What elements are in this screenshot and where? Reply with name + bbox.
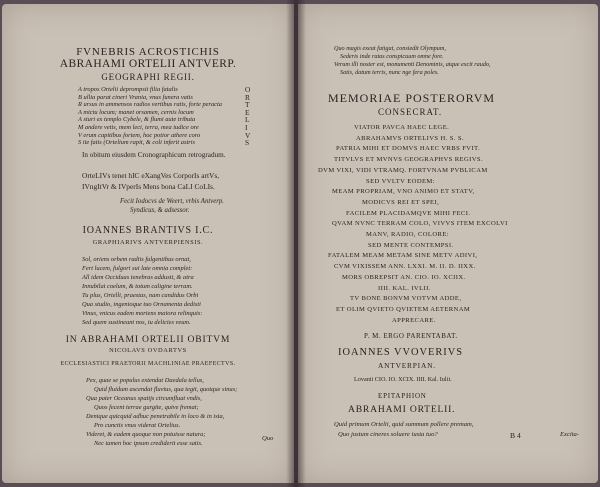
inscription-line: MODICVS REI ET SPEI, <box>362 198 440 206</box>
left-page <box>2 4 294 483</box>
inscription-line: ABRAHAMVS ORTELIVS H. S. S. <box>356 134 465 142</box>
brantius-verse-line: Sol, oriens orbem radiis fulgentibus ornat, <box>82 256 191 263</box>
retro-caption: In obitum eiusdem Cronographicum retrogradum. <box>82 151 226 159</box>
brantius-title: GRAPHIARIVS ANTVERPIENSIS. <box>92 239 204 246</box>
inscription-line: CVM VIXISSEM ANN. LXXI. M. II. D. IIXX. <box>334 263 476 271</box>
inscription-line: SED VVLTV EODEM: <box>366 177 435 185</box>
acrostic-letter: I <box>245 122 248 132</box>
acrostic-line: V erum capitibus fortem, hoc potior athere coro <box>78 131 201 139</box>
acrostic-letter: V <box>245 130 251 140</box>
consecrat-title: CONSECRAT. <box>378 107 443 117</box>
acrostic-letter: S <box>245 138 250 148</box>
oudartus-verse-line: Nec tamen hoc ipsum crediderit esse satis. <box>94 440 203 447</box>
oudartus-verse-line: Pro cunctis vnus viderat Ortelius. <box>94 422 181 429</box>
left-heading-2: ABRAHAMI ORTELII ANTVERP. <box>59 58 237 70</box>
inscription-line: DVM VIXI, VIDI VTRAMQ. FORTVNAM PVBLICAM <box>318 166 488 174</box>
epitaph-verse-line: Quid primum Ortelii, quid summum pollere premam, <box>334 421 474 428</box>
left-catchword: Quo <box>262 435 274 442</box>
epitaph-name: ABRAHAMI ORTELII. <box>348 404 456 415</box>
inscription-line: IIII. KAL. IVLII. <box>378 284 431 292</box>
oudartus-verse-line: Pex, quae se populus extendat Daedala tellus, <box>86 377 204 384</box>
date-line: Lovanii CIO. IO. XCIX. IIII. Kal. Iulii. <box>354 376 452 383</box>
oudartus-verse-line: Denique quicquid adhuc penetrabile in loco & in ista, <box>86 413 225 420</box>
signature-mark: B 4 <box>510 431 521 440</box>
acrostic-letter: T <box>245 100 250 110</box>
epitaph-label: EPITAPHION <box>378 392 427 400</box>
pm-line: P. M. ERGO PARENTABAT. <box>364 332 458 340</box>
inscription-line: MEAM PROPRIAM, VNO ANIMO ET STATV, <box>332 188 475 196</box>
top-verse-line: Satis, datum terris, nunc nge fera poles. <box>340 69 439 76</box>
oudartus-verse-line: Quid fluidum ascendat fluvius, qua tegit, quotque sinus; <box>94 386 238 393</box>
acrostic-line: B ullia parat cineri Vrania, vnus funera vatis <box>78 93 193 101</box>
right-page <box>298 4 598 483</box>
inscription-line: VIATOR PAVCA HAEC LEGE. <box>354 124 450 131</box>
oudartus-verse-line: Qua pater Oceanus spatijs circumfluat vndis, <box>86 395 202 402</box>
acrostic-line: R ursus in ammensos radios vertibus ratis, forte peracta <box>78 101 222 109</box>
brantius-verse-line: Vinus, vnicus eadem moriens maiora relinquis: <box>82 310 203 317</box>
acrostic-letter: O <box>245 85 251 94</box>
book-gutter <box>286 0 306 487</box>
acrostic-letter: E <box>245 107 250 117</box>
brantius-verse-line: Innubilat coelum, & totum caligine terram. <box>82 283 193 290</box>
top-verse-line: Verum illi noster est, monumenti Denominis, atque excit raudo, <box>334 61 491 68</box>
acrostic-line: A mictu locum; manet orsamen, cernis locum <box>78 108 194 116</box>
brantius-name: IOANNES BRANTIVS I.C. <box>82 225 214 236</box>
oudartus-name: NICOLAVS OVDARTVS <box>109 347 187 354</box>
inscription-line: TITVLVS ET MVNVS GEOGRAPHVS REGIVS. <box>334 156 484 164</box>
brantius-verse-line: Sed quem sustineant nos, tu delicies veum. <box>82 319 191 326</box>
acrostic-line: S ite fatis (Ortelium rapit, & coli inferit astris <box>78 139 195 147</box>
top-verse-line: Sederis inde ratas conspicuum omne fore. <box>340 53 444 60</box>
acrostic-verse <box>78 86 222 147</box>
right-catchword: Excita- <box>560 431 580 438</box>
top-verse-line: Quo magis exeat fatigat, consiedit Olympum, <box>334 45 446 52</box>
acrostic-letter: L <box>245 115 250 125</box>
fecit-line-2: Syndicus, & adsessor. <box>130 207 190 214</box>
inscription-line: ET OLIM QVIETO QVIETEM AETERNAM <box>336 305 471 313</box>
fecit-line-1: Fecit Iodocvs de Weert, vrbis Antverp. <box>120 198 225 205</box>
oudartus-verse-line: Quos fecent terrae gurgite, quive fremat; <box>94 404 199 411</box>
left-heading-1: FVNEBRIS ACROSTICHIS <box>76 46 220 58</box>
author-name: IOANNES VVOVERIVS <box>338 347 464 358</box>
inscription-line: MORS OBREPSIT AN. CIO. IO. XCIIX. <box>342 273 466 281</box>
left-heading-3: GEOGRAPHI REGII. <box>101 72 195 82</box>
author-place: ANTVERPIAN. <box>378 361 436 370</box>
acrostic-line: A tropos Ortelii deprompsit filia fatalis <box>78 86 178 93</box>
brantius-verse-line: Tu plus, Ortelli, praestas, nam candidus Orbi <box>82 292 199 299</box>
brantius-verse-line: Qua studio, ingenioque tuo Ornamenta dedisti <box>82 301 201 308</box>
inscription-line: APPRECARE. <box>392 316 436 324</box>
inscription-line: QVAM NVNC TERRAM COLO, VIVVS ITEM EXCOLVI <box>332 220 508 228</box>
acrostic-letter: R <box>245 92 250 102</box>
epitaph-verse-line: Quo justum cineres soluere iusta tuo? <box>338 431 438 438</box>
retro-line-1: OrteLIVs tenet hIC eXangVes CorporIs artVs, <box>82 171 220 180</box>
inscription-line: TV BONE BONVM VOTVM ADDE, <box>350 295 462 303</box>
oudartus-title: ECCLESIASTICI PRAETORII MACHLINIAE PRAEFECTVS. <box>60 361 236 367</box>
inscription-line: FATALEM MEAM METAM SINE METV ADIVI, <box>328 252 478 260</box>
inscription-line: SED MENTE CONTEMPSI. <box>368 241 454 249</box>
inscription-line: FACILEM PLACIDAMQVE MIHI FECI. <box>346 209 471 217</box>
acrostic-line: M andere vetis, mem leci, terra, mea iudice ore <box>78 123 199 131</box>
oudartus-verse-line: Videret, & eadem quoque non potuisse natura; <box>86 431 206 438</box>
memoriae-title: MEMORIAE POSTERORVM <box>328 91 496 105</box>
inscription-line: PATRIA MIHI ET DOMVS HAEC VRBS FVIT. <box>336 145 481 153</box>
brantius-verse-line: Fert lucem, fulgori sui late omnia complet: <box>82 265 193 272</box>
retro-line-2: IVngItVr & IVperIs Mens bona CaLI CoLIs. <box>82 182 215 191</box>
brantius-verse-line: All idem Occiduas tenebras addusit, & atra <box>82 274 194 281</box>
acrostic-letters <box>245 86 250 147</box>
obitum-heading: IN ABRAHAMI ORTELII OBITVM <box>65 334 231 345</box>
inscription-line: MANV, RADIO, COLORE: <box>366 231 449 238</box>
acrostic-line: A sturi ex templo Cybele, & flumi aute tributa <box>78 116 196 124</box>
